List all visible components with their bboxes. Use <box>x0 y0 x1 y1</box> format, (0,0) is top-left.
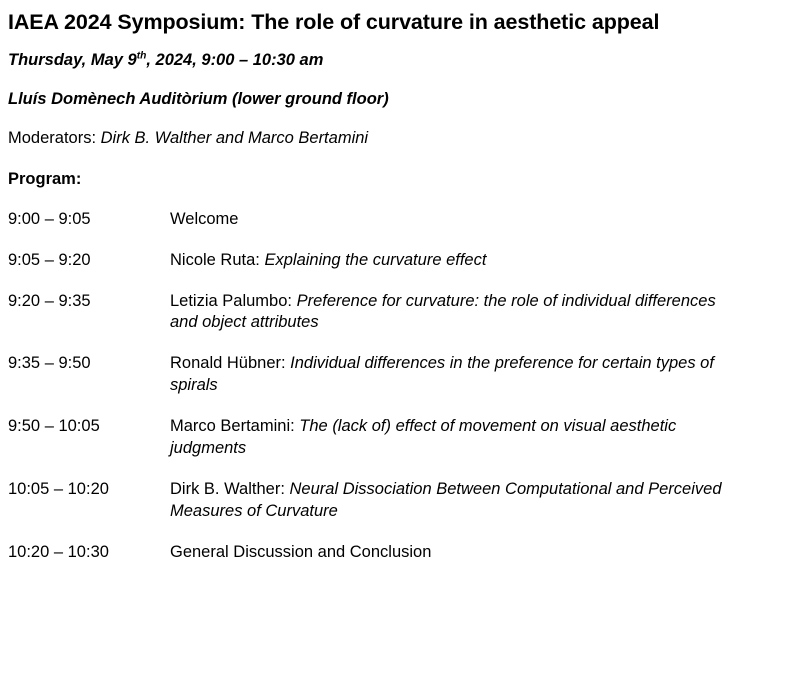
schedule-speaker: Welcome <box>170 209 239 228</box>
schedule-time: 10:05 – 10:20 <box>8 480 109 499</box>
schedule-table <box>8 209 786 583</box>
schedule-talk: The (lack of) effect of movement on visual aesthetic judgments <box>170 417 677 458</box>
schedule-speaker: Dirk B. Walther: <box>170 480 290 499</box>
schedule-time: 9:05 – 9:20 <box>8 250 91 269</box>
schedule-entry <box>170 291 786 354</box>
moderators-names: Dirk B. Walther and Marco Bertamini <box>100 129 369 148</box>
schedule-time: 9:35 – 9:50 <box>8 354 91 373</box>
schedule-speaker: General Discussion and Conclusion <box>170 543 432 562</box>
schedule-speaker: Letizia Palumbo: <box>170 291 297 310</box>
schedule-entry <box>170 209 786 250</box>
date-line-suffix: , 2024, 9:00 – 10:30 am <box>146 50 324 69</box>
schedule-talk: Neural Dissociation Between Computational and Perceived Measures of Curvature <box>170 480 722 521</box>
schedule-speaker: Marco Bertamini: <box>170 417 300 436</box>
table-row <box>8 416 786 479</box>
table-row <box>8 353 786 416</box>
schedule-time: 9:00 – 9:05 <box>8 209 91 228</box>
schedule-talk: Explaining the curvature effect <box>264 250 487 269</box>
schedule-talk: Preference for curvature: the role of individual differences and object attributes <box>170 291 716 332</box>
schedule-entry <box>170 250 786 291</box>
table-row <box>8 250 786 291</box>
table-row <box>8 542 786 583</box>
table-row <box>8 479 786 542</box>
moderators-label: Moderators: <box>8 129 101 148</box>
schedule-entry <box>170 542 786 583</box>
schedule-entry <box>170 479 786 542</box>
schedule-speaker: Ronald Hübner: <box>170 354 291 373</box>
schedule-time: 9:50 – 10:05 <box>8 417 100 436</box>
date-line <box>8 50 786 71</box>
table-row <box>8 209 786 250</box>
program-heading: Program: <box>8 169 82 188</box>
schedule-entry <box>170 416 786 479</box>
table-row <box>8 291 786 354</box>
venue-line: Lluís Domènech Auditòrium (lower ground floor) <box>8 90 389 109</box>
page-title: IAEA 2024 Symposium: The role of curvature in aesthetic appeal <box>8 10 660 34</box>
schedule-talk: Individual differences in the preference for certain types of spirals <box>170 354 714 395</box>
schedule-speaker: Nicole Ruta: <box>170 250 265 269</box>
schedule-time: 10:20 – 10:30 <box>8 543 109 562</box>
moderators-line <box>8 128 786 149</box>
date-ordinal-suffix: th <box>136 50 147 62</box>
date-line-prefix: Thursday, May 9 <box>8 50 137 69</box>
schedule-time: 9:20 – 9:35 <box>8 291 91 310</box>
schedule-entry <box>170 353 786 416</box>
